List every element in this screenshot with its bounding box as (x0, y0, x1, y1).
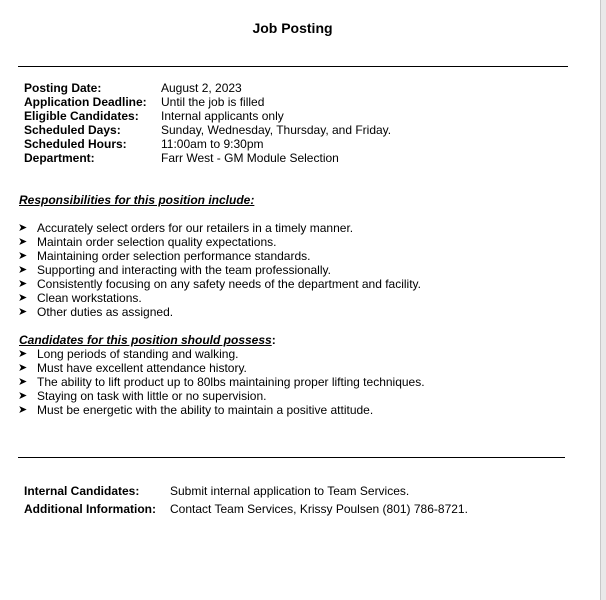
arrow-bullet-icon: ➤ (18, 222, 28, 234)
detail-label: Eligible Candidates: (24, 109, 139, 123)
footer-value: Contact Team Services, Krissy Poulsen (801) 786-8721. (170, 502, 468, 516)
list-item: ➤ Long periods of standing and walking. (18, 347, 239, 361)
footer-label: Internal Candidates: (24, 484, 140, 498)
qualifications-heading: Candidates for this position should possess (19, 333, 272, 347)
list-item: ➤ Must have excellent attendance history. (18, 361, 247, 375)
detail-value: Farr West - GM Module Selection (161, 151, 339, 165)
responsibilities-heading: Responsibilities for this position include: (19, 193, 255, 207)
arrow-bullet-icon: ➤ (18, 250, 28, 262)
page-edge (600, 0, 606, 600)
arrow-bullet-icon: ➤ (18, 306, 28, 318)
arrow-bullet-icon: ➤ (18, 390, 28, 402)
list-item: ➤ Supporting and interacting with the team professionally. (18, 263, 331, 277)
arrow-bullet-icon: ➤ (18, 278, 28, 290)
detail-value: 11:00am to 9:30pm (161, 137, 264, 151)
qualifications-heading-row (19, 333, 276, 347)
bottom-divider (18, 457, 565, 458)
detail-value: August 2, 2023 (161, 81, 242, 95)
list-item: ➤ The ability to lift product up to 80lbs maintaining proper lifting techniques. (18, 375, 425, 389)
detail-label: Posting Date: (24, 81, 102, 95)
arrow-bullet-icon: ➤ (18, 236, 28, 248)
list-item: ➤ Must be energetic with the ability to maintain a positive attitude. (18, 403, 374, 417)
page-title: Job Posting (252, 20, 333, 36)
detail-label: Department: (24, 151, 95, 165)
list-item: ➤ Staying on task with little or no supervision. (18, 389, 267, 403)
detail-value: Until the job is filled (161, 95, 265, 109)
footer-label: Additional Information: (24, 502, 156, 516)
responsibilities-list (18, 221, 421, 319)
list-item: ➤ Maintaining order selection performance standards. (18, 249, 311, 263)
detail-label: Scheduled Hours: (24, 137, 127, 151)
arrow-bullet-icon: ➤ (18, 404, 28, 416)
arrow-bullet-icon: ➤ (18, 362, 28, 374)
list-item: ➤ Clean workstations. (18, 291, 142, 305)
arrow-bullet-icon: ➤ (18, 292, 28, 304)
list-item: ➤ Other duties as assigned. (18, 305, 174, 319)
footer-value: Submit internal application to Team Services. (170, 484, 410, 498)
detail-label: Application Deadline: (24, 95, 147, 109)
detail-value: Sunday, Wednesday, Thursday, and Friday. (161, 123, 392, 137)
qualifications-list (18, 347, 425, 417)
qualifications-heading-colon: : (271, 333, 276, 347)
list-item: ➤ Maintain order selection quality expectations. (18, 235, 277, 249)
list-item: ➤ Accurately select orders for our retailers in a timely manner. (18, 221, 354, 235)
arrow-bullet-icon: ➤ (18, 264, 28, 276)
detail-value: Internal applicants only (161, 109, 284, 123)
detail-label: Scheduled Days: (24, 123, 121, 137)
list-item: ➤ Consistently focusing on any safety needs of the department and facility. (18, 277, 421, 291)
arrow-bullet-icon: ➤ (18, 348, 28, 360)
top-divider (18, 66, 568, 67)
arrow-bullet-icon: ➤ (18, 376, 28, 388)
